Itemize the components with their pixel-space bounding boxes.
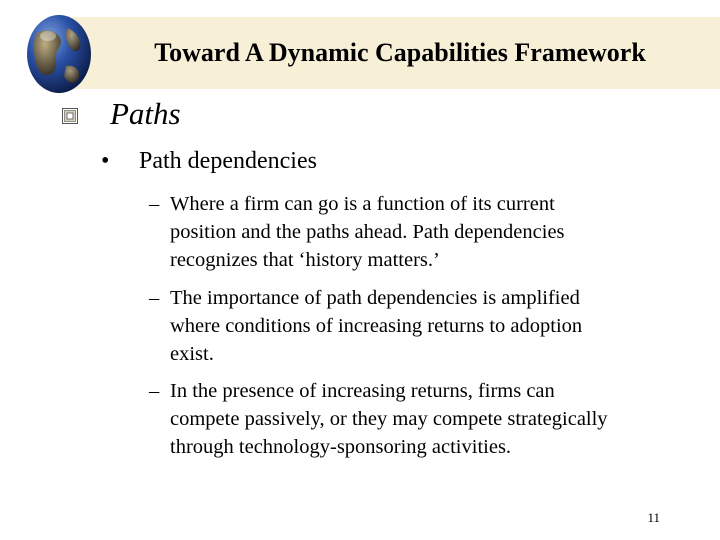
text-line: exist. <box>170 343 214 365</box>
sub-item-text <box>170 377 690 461</box>
globe-icon <box>26 14 92 94</box>
dash-marker: – <box>149 287 160 309</box>
text-line: The importance of path dependencies is amplified <box>170 287 580 309</box>
sub-item-text <box>170 284 690 368</box>
bullet-marker: • <box>101 148 110 174</box>
text-line: In the presence of increasing returns, firms can <box>170 380 555 402</box>
dash-marker: – <box>149 380 160 402</box>
text-line: position and the paths ahead. Path dependencies <box>170 221 565 243</box>
text-line: where conditions of increasing returns to adoption <box>170 315 583 337</box>
dash-marker: – <box>149 193 160 215</box>
square-bullet-icon <box>62 108 78 124</box>
sub-item-text <box>170 190 690 274</box>
page-number: 11 <box>647 510 660 525</box>
text-line: compete passively, or they may compete strategically <box>170 408 608 430</box>
text-line: through technology-sponsoring activities. <box>170 436 512 458</box>
text-line: recognizes that ‘history matters.’ <box>170 249 440 271</box>
section-heading: Paths <box>110 96 181 131</box>
bullet-text: Path dependencies <box>139 148 317 174</box>
text-line: Where a firm can go is a function of its current <box>170 193 555 215</box>
slide-title: Toward A Dynamic Capabilities Framework <box>154 38 646 67</box>
